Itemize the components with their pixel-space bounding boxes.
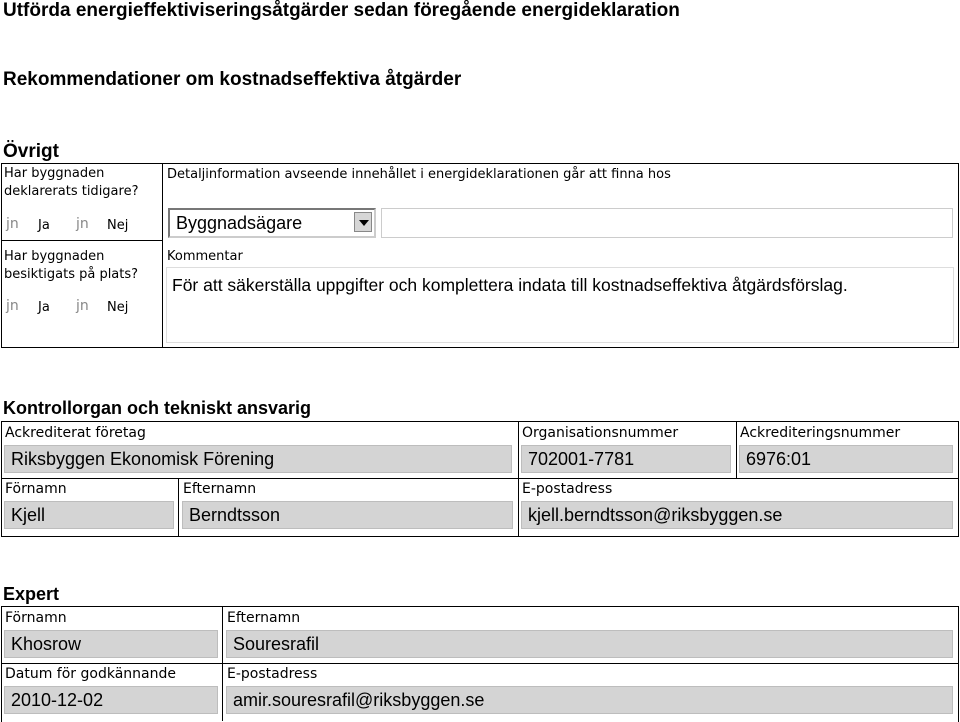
field-expert-first-name[interactable]: Khosrow bbox=[4, 630, 218, 658]
heading-kontrollorgan: Kontrollorgan och tekniskt ansvarig bbox=[3, 398, 312, 418]
label-company: Ackrediterat företag bbox=[5, 425, 146, 441]
expert-divider-v1 bbox=[222, 607, 223, 721]
q-inspected-line2: besiktigats på plats? bbox=[4, 267, 139, 282]
radio-declared-no-label: Nej bbox=[107, 218, 129, 233]
q-declared-before-line1: Har byggnaden bbox=[4, 166, 105, 181]
field-org-nr[interactable]: 702001-7781 bbox=[521, 445, 731, 473]
radio-inspected-no-label: Nej bbox=[107, 300, 129, 315]
field-kontroll-first-name[interactable]: Kjell bbox=[4, 501, 174, 529]
comment-textarea[interactable] bbox=[166, 267, 954, 343]
label-kontroll-email: E-postadress bbox=[522, 481, 613, 497]
q-declared-before-line2: deklarerats tidigare? bbox=[4, 184, 139, 199]
ovrigt-divider-vertical bbox=[162, 164, 163, 347]
radio-declared-yes[interactable]: jn bbox=[6, 216, 19, 232]
radio-inspected-no[interactable]: jn bbox=[76, 298, 89, 314]
radio-inspected-yes[interactable]: jn bbox=[6, 298, 19, 314]
detail-holder-select-value: Byggnadsägare bbox=[176, 213, 303, 233]
label-expert-first-name: Förnamn bbox=[5, 610, 67, 626]
radio-declared-yes-label: Ja bbox=[38, 218, 50, 233]
label-accr-nr: Ackrediteringsnummer bbox=[740, 425, 901, 441]
radio-inspected-yes-label: Ja bbox=[38, 300, 50, 315]
expert-divider-horizontal bbox=[2, 663, 958, 664]
label-expert-email: E-postadress bbox=[227, 666, 318, 682]
kontroll-divider-horizontal bbox=[2, 478, 958, 479]
field-expert-last-name[interactable]: Souresrafil bbox=[226, 630, 953, 658]
detail-holder-select[interactable] bbox=[168, 208, 376, 238]
heading-rekommendationer: Rekommendationer om kostnadseffektiva åtgärder bbox=[3, 69, 462, 90]
field-kontroll-email[interactable]: kjell.berndtsson@riksbyggen.se bbox=[521, 501, 953, 529]
field-kontroll-last-name[interactable]: Berndtsson bbox=[182, 501, 513, 529]
q-inspected-line1: Har byggnaden bbox=[4, 249, 105, 264]
label-kontroll-last-name: Efternamn bbox=[183, 481, 257, 497]
field-expert-email[interactable]: amir.souresrafil@riksbyggen.se bbox=[226, 686, 953, 714]
comment-label: Kommentar bbox=[167, 249, 243, 264]
label-expert-last-name: Efternamn bbox=[227, 610, 301, 626]
kontroll-divider-v3 bbox=[178, 478, 179, 536]
chevron-down-icon[interactable] bbox=[354, 212, 372, 232]
label-org-nr: Organisationsnummer bbox=[522, 425, 679, 441]
field-accr-nr[interactable]: 6976:01 bbox=[739, 445, 953, 473]
detail-info-label: Detaljinformation avseende innehållet i energideklarationen går att finna hos bbox=[167, 167, 671, 182]
label-kontroll-first-name: Förnamn bbox=[5, 481, 67, 497]
field-expert-date[interactable]: 2010-12-02 bbox=[4, 686, 218, 714]
comment-text: För att säkerställa uppgifter och komplettera indata till kostnadseffektiva åtgärdsförslag. bbox=[172, 275, 848, 295]
heading-ovrigt: Övrigt bbox=[3, 141, 59, 162]
kontroll-divider-v1 bbox=[518, 422, 519, 536]
label-expert-date: Datum för godkännande bbox=[5, 666, 176, 682]
heading-utforda-atgarder: Utförda energieffektiviseringsåtgärder sedan föregående energideklaration bbox=[3, 0, 680, 21]
ovrigt-divider-horizontal bbox=[2, 240, 162, 241]
heading-expert: Expert bbox=[3, 584, 60, 604]
radio-declared-no[interactable]: jn bbox=[76, 216, 89, 232]
kontroll-divider-v2 bbox=[736, 422, 737, 478]
field-company[interactable]: Riksbyggen Ekonomisk Förening bbox=[4, 445, 512, 473]
detail-holder-extra-field[interactable] bbox=[381, 208, 953, 238]
